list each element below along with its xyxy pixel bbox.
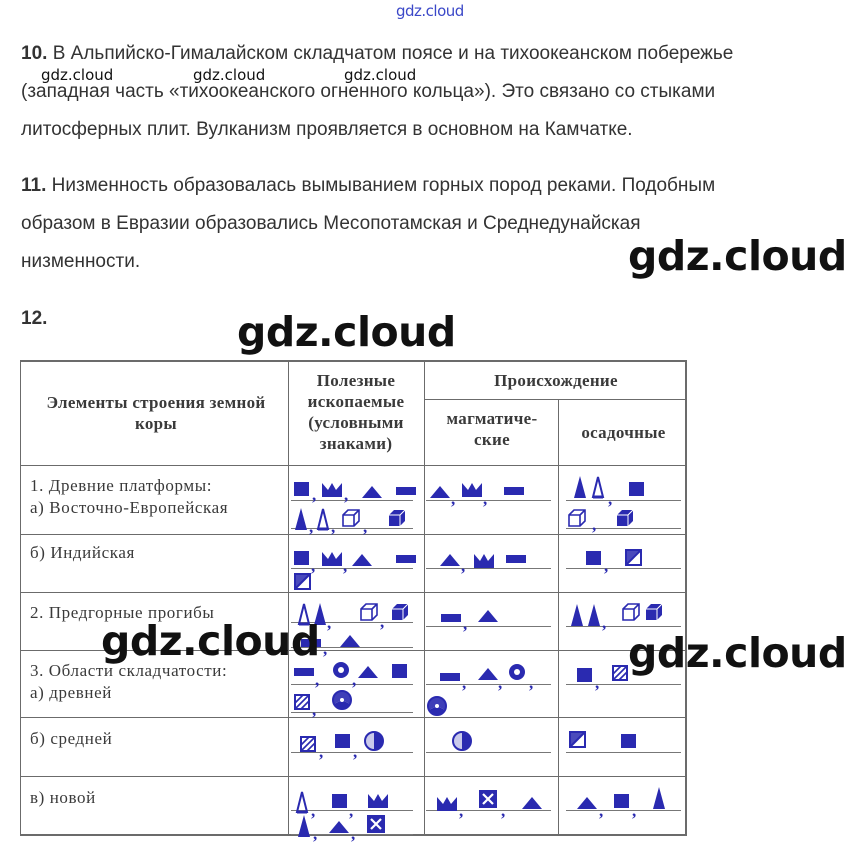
header-magmatic: магматиче-ские xyxy=(446,409,538,449)
small-triangle-symbol-icon xyxy=(351,551,373,567)
bar-symbol-icon xyxy=(440,611,462,625)
square-symbol-icon xyxy=(391,662,409,680)
symbol-separator: , xyxy=(311,556,316,575)
outline-triangle-symbol-icon xyxy=(591,475,605,499)
half-circle-symbol-icon xyxy=(451,730,473,752)
answer-12-number: 12. xyxy=(21,308,48,329)
answer-underline xyxy=(566,752,681,753)
small-triangle-symbol-icon xyxy=(339,632,361,648)
cube-symbol-icon xyxy=(644,602,664,622)
square-symbol-icon xyxy=(293,480,311,498)
bar-symbol-icon xyxy=(439,670,461,684)
watermark-small: gdz.cloud xyxy=(41,66,114,84)
tall-triangle-symbol-icon xyxy=(294,507,308,531)
bar-symbol-icon xyxy=(505,552,527,566)
square-symbol-icon xyxy=(628,480,646,498)
symbol-separator: , xyxy=(459,801,464,820)
symbol-separator: , xyxy=(451,489,456,508)
answer-number: 11. xyxy=(21,175,47,196)
outline-triangle-symbol-icon xyxy=(295,790,309,814)
symbol-separator: , xyxy=(323,639,328,658)
boxed-x-symbol-icon xyxy=(366,814,386,834)
cube-symbol-icon xyxy=(390,602,410,622)
row-label: 2. Предгорные прогибы xyxy=(30,603,215,622)
symbol-separator: , xyxy=(311,801,316,820)
half-circle-symbol-icon xyxy=(363,730,385,752)
symbol-separator: , xyxy=(319,742,324,761)
radiation-symbol-icon xyxy=(426,695,448,717)
symbol-separator: , xyxy=(351,824,356,843)
ring-symbol-icon xyxy=(331,660,351,680)
crown-symbol-icon xyxy=(473,551,495,569)
small-triangle-symbol-icon xyxy=(521,794,543,810)
answer-line: (западная часть «тихоокеанского огненного кольца»). Это связано со стыками xyxy=(21,81,716,102)
header-minerals: Полезные ископаемые (условными знаками) xyxy=(307,371,405,453)
small-triangle-symbol-icon xyxy=(576,794,598,810)
square-symbol-icon xyxy=(331,792,349,810)
crown-symbol-icon xyxy=(436,794,458,812)
small-triangle-symbol-icon xyxy=(429,483,451,499)
small-triangle-symbol-icon xyxy=(357,663,379,679)
symbol-separator: , xyxy=(309,517,314,536)
row-label: а) Восточно-Европейская xyxy=(30,498,229,517)
header-origin: Происхождение xyxy=(494,371,618,390)
row-divider xyxy=(21,717,685,718)
row-label: б) средней xyxy=(30,729,113,748)
column-divider xyxy=(288,362,289,834)
symbol-separator: , xyxy=(604,556,609,575)
small-triangle-symbol-icon xyxy=(361,483,383,499)
symbol-separator: , xyxy=(592,515,597,534)
symbol-separator: , xyxy=(483,489,488,508)
row-divider xyxy=(21,592,685,593)
symbol-separator: , xyxy=(353,742,358,761)
answer-underline xyxy=(566,684,681,685)
symbol-separator: , xyxy=(461,556,466,575)
watermark-small: gdz.cloud xyxy=(344,66,417,84)
small-triangle-symbol-icon xyxy=(328,818,350,834)
diag-square-symbol-icon xyxy=(568,730,588,750)
boxed-x-symbol-icon xyxy=(478,789,498,809)
symbol-separator: , xyxy=(498,673,503,692)
hatched-square-symbol-icon xyxy=(299,735,317,753)
answer-number: 10. xyxy=(21,43,48,64)
small-triangle-symbol-icon xyxy=(477,607,499,623)
answer-line: литосферных плит. Вулканизм проявляется в основном на Камчатке. xyxy=(21,119,633,140)
symbol-separator: , xyxy=(462,673,467,692)
diag-square-symbol-icon xyxy=(624,548,644,568)
outline-cube-symbol-icon xyxy=(621,602,641,622)
header-sedimentary: осадочные xyxy=(581,423,666,442)
diag-square-symbol-icon xyxy=(293,572,313,592)
symbol-separator: , xyxy=(363,517,368,536)
symbol-separator: , xyxy=(463,614,468,633)
symbol-separator: , xyxy=(344,485,349,504)
symbol-separator: , xyxy=(331,517,336,536)
hatched-square-symbol-icon xyxy=(293,693,311,711)
square-symbol-icon xyxy=(585,549,603,567)
answer-underline xyxy=(566,810,681,811)
answer-underline xyxy=(426,500,551,501)
symbol-separator: , xyxy=(343,556,348,575)
bar-symbol-icon xyxy=(395,484,417,498)
column-divider xyxy=(424,362,425,834)
answer-10 xyxy=(21,35,861,149)
symbol-separator: , xyxy=(349,801,354,820)
watermark-top: gdz.cloud xyxy=(396,2,464,20)
bar-symbol-icon xyxy=(293,665,315,679)
answer-underline xyxy=(566,500,681,501)
answer-underline xyxy=(426,752,551,753)
symbol-separator: , xyxy=(608,489,613,508)
row-divider xyxy=(424,399,685,400)
ring-symbol-icon xyxy=(507,662,527,682)
answer-line: Низменность образовалась вымыванием горных пород реками. Подобным xyxy=(51,175,716,196)
outline-cube-symbol-icon xyxy=(359,602,379,622)
bar-symbol-icon xyxy=(503,484,525,498)
symbol-separator: , xyxy=(352,670,357,689)
row-divider xyxy=(21,534,685,535)
watermark-large: gdz.cloud xyxy=(101,617,320,665)
tall-triangle-symbol-icon xyxy=(570,603,584,627)
tall-triangle-symbol-icon xyxy=(652,786,666,810)
row-label: а) древней xyxy=(30,683,112,702)
answer-underline xyxy=(291,500,413,501)
answer-underline xyxy=(426,626,551,627)
symbol-separator: , xyxy=(327,613,332,632)
symbol-separator: , xyxy=(632,801,637,820)
crown-symbol-icon xyxy=(461,480,483,498)
answer-line: В Альпийско-Гималайском складчатом поясе и на тихоокеанском побережье xyxy=(52,43,734,64)
symbol-separator: , xyxy=(529,673,534,692)
symbol-separator: , xyxy=(313,824,318,843)
symbol-separator: , xyxy=(599,801,604,820)
header-elements: Элементы строения земной коры xyxy=(46,393,266,433)
answer-underline xyxy=(291,712,413,713)
symbol-separator: , xyxy=(595,673,600,692)
answer-underline xyxy=(566,528,681,529)
symbol-separator: , xyxy=(501,801,506,820)
symbol-separator: , xyxy=(312,485,317,504)
row-divider xyxy=(21,465,685,466)
row-divider xyxy=(21,776,685,777)
tall-triangle-symbol-icon xyxy=(297,814,311,838)
answer-underline xyxy=(291,568,413,569)
cube-symbol-icon xyxy=(615,508,635,528)
answer-line: образом в Евразии образовались Месопотамская и Среднедунайская xyxy=(21,213,641,234)
outline-triangle-symbol-icon xyxy=(316,507,330,531)
crown-symbol-icon xyxy=(367,791,389,809)
tall-triangle-symbol-icon xyxy=(573,475,587,499)
symbol-separator: , xyxy=(312,700,317,719)
crust-structure-table xyxy=(20,360,687,843)
row-label: б) Индийская xyxy=(30,543,135,562)
square-symbol-icon xyxy=(613,792,631,810)
outline-cube-symbol-icon xyxy=(567,508,587,528)
square-symbol-icon xyxy=(620,732,638,750)
watermark-large: gdz.cloud xyxy=(237,308,456,356)
answer-underline xyxy=(566,568,681,569)
radiation-symbol-icon xyxy=(331,689,353,711)
answer-line: низменности. xyxy=(21,251,141,272)
cube-symbol-icon xyxy=(387,508,407,528)
crown-symbol-icon xyxy=(321,480,343,498)
hatched-square-symbol-icon xyxy=(611,664,629,682)
small-triangle-symbol-icon xyxy=(477,665,499,681)
crown-symbol-icon xyxy=(321,549,343,567)
row-label: 1. Древние платформы: xyxy=(30,476,213,495)
watermark-large: gdz.cloud xyxy=(628,629,847,677)
row-label: в) новой xyxy=(30,788,96,807)
square-symbol-icon xyxy=(576,666,594,684)
symbol-separator: , xyxy=(602,613,607,632)
bar-symbol-icon xyxy=(395,552,417,566)
square-symbol-icon xyxy=(293,549,311,567)
small-triangle-symbol-icon xyxy=(439,551,461,567)
watermark-large: gdz.cloud xyxy=(628,232,847,280)
watermark-small: gdz.cloud xyxy=(193,66,266,84)
tall-triangle-symbol-icon xyxy=(587,603,601,627)
symbol-separator: , xyxy=(380,612,385,631)
square-symbol-icon xyxy=(334,732,352,750)
symbol-separator: , xyxy=(315,670,320,689)
row-label: 3. Области складчатости: xyxy=(30,661,228,680)
outline-cube-symbol-icon xyxy=(341,508,361,528)
